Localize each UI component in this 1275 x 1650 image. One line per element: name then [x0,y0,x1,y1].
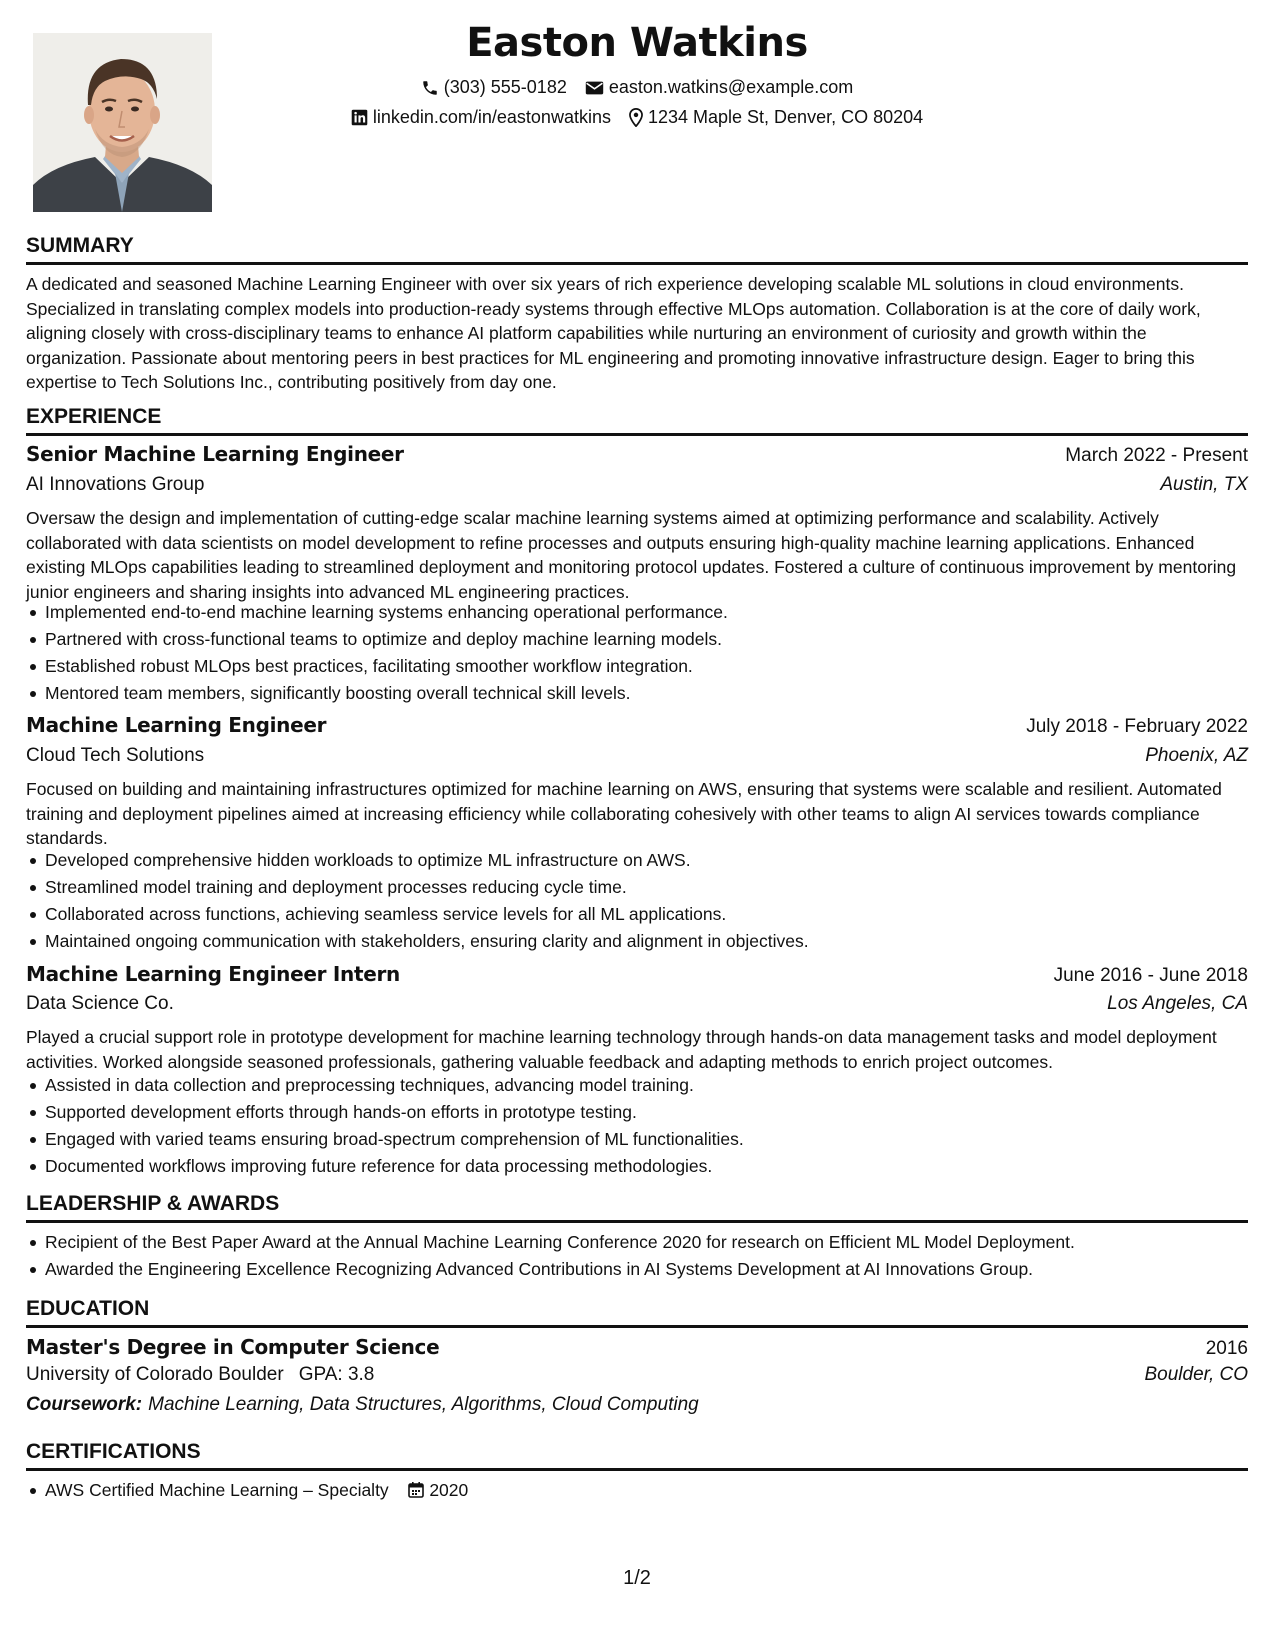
certifications-heading: CERTIFICATIONS [26,1439,1248,1471]
email-address: easton.watkins@example.com [608,77,854,97]
list-item: Documented workflows improving future reference for data processing methodologies. [45,1153,1267,1180]
calendar-icon [408,1479,424,1506]
candidate-name: Easton Watkins [466,20,808,66]
job-header [26,442,1248,467]
list-item: Partnered with cross-functional teams to optimize and deploy machine learning models. [45,626,1267,653]
job-title: Machine Learning Engineer [26,713,327,737]
list-item: Supported development efforts through hands-on efforts in prototype testing. [45,1099,1267,1126]
phone-contact[interactable] [421,77,567,98]
email-contact[interactable] [585,77,853,98]
job-bullets [26,1072,1267,1180]
list-item: Engaged with varied teams ensuring broad-spectrum comprehension of ML functionalities. [45,1126,1267,1153]
job-company: AI Innovations Group [26,474,205,495]
list-item: Awarded the Engineering Excellence Recognizing Advanced Contributions in AI Systems Development at AI Innovations Group. [45,1256,1267,1283]
list-item: Recipient of the Best Paper Award at the Annual Machine Learning Conference 2020 for research on Efficient ML Model Deployment. [45,1229,1267,1256]
address-text: 1234 Maple St, Denver, CO 80204 [647,107,924,127]
certification-name: AWS Certified Machine Learning – Specialty [45,1480,389,1500]
list-item: Assisted in data collection and preprocessing techniques, advancing model training. [45,1072,1267,1099]
phone-icon [421,79,439,97]
coursework-label: Coursework: [26,1394,143,1415]
list-item: Mentored team members, significantly boosting overall technical skill levels. [45,680,1267,707]
summary-heading: SUMMARY [26,233,1248,265]
coursework-list: Machine Learning, Data Structures, Algorithms, Cloud Computing [148,1394,699,1415]
phone-number: (303) 555-0182 [443,77,567,97]
gpa: GPA: 3.8 [298,1364,375,1385]
job-header [26,713,1248,738]
job-company: Data Science Co. [26,993,174,1014]
job-location: Los Angeles, CA [1107,993,1248,1014]
job-bullets [26,847,1267,955]
linkedin-url: linkedin.com/in/eastonwatkins [372,107,611,127]
list-item: Implemented end-to-end machine learning systems enhancing operational performance. [45,599,1267,626]
list-item: Established robust MLOps best practices, facilitating smoother workflow integration. [45,653,1267,680]
job-dates: March 2022 - Present [1065,445,1248,466]
map-pin-icon [629,108,643,127]
education-heading: EDUCATION [26,1296,1248,1328]
job-header [26,962,1248,987]
job-location: Phoenix, AZ [1145,745,1248,766]
job-company: Cloud Tech Solutions [26,745,205,766]
job-dates: June 2016 - June 2018 [1053,965,1248,986]
summary-text: A dedicated and seasoned Machine Learning Engineer with over six years of rich experience developing scalable ML solutions in cloud environments. Specialized in translating complex models into production-ready systems through effective MLOps automation. Collaboration is at the core of daily work, aligning closely with cross-disciplinary teams to enhance AI platform capabilities while nurturing an environment of curiosity and growth within the organization. Passionate about mentoring peers in best practices for ML engineering and promoting innovative infrastructure design. Eager to bring this expertise to Tech Solutions Inc., contributing positively from day one. [26,274,1201,392]
coursework-line [26,1394,1248,1416]
leadership-list [26,1229,1267,1283]
graduation-year: 2016 [1205,1338,1248,1359]
job-description: Oversaw the design and implementation of cutting-edge scalar machine learning systems aimed at optimizing performance and scalability. Actively collaborated with data scientists on model development to refine processes and outputs ensuring high-quality machine learning applications. Enhanced existing MLOps capabilities leading to streamlined deployment and monitoring protocol updates. Fostered a culture of continuous improvement by mentoring junior engineers and sharing insights into advanced ML engineering practices. [26,508,1237,602]
job-title: Machine Learning Engineer Intern [26,962,400,986]
job-description: Focused on building and maintaining infrastructures optimized for machine learning on AWS, ensuring that systems were scalable and resilient. Automated training and deployment pipelines aimed at increasing efficiency while collaborating cohesively with other teams to align AI services towards compliance standards. [26,779,1222,848]
job-description: Played a crucial support role in prototype development for machine learning technology through hands-on data management tasks and model deployment activities. Worked alongside seasoned professionals, gathering valuable feedback and adapting methods to enrich project outcomes. [26,1027,1217,1072]
degree-title: Master's Degree in Computer Science [26,1335,440,1359]
job-subheader [26,745,1248,767]
job-dates: July 2018 - February 2022 [1026,716,1248,737]
job-bullets [26,599,1267,707]
linkedin-icon [351,109,368,126]
school-and-gpa [26,1364,374,1386]
certifications-list [26,1477,1267,1506]
education-subheader [26,1364,1248,1386]
school-name: University of Colorado Boulder [26,1364,284,1385]
contact-line-primary [26,77,1248,98]
job-subheader [26,993,1248,1015]
linkedin-contact[interactable] [351,107,611,128]
contact-line-secondary [26,107,1248,128]
address-contact [629,107,923,128]
job-location: Austin, TX [1160,474,1248,495]
leadership-heading: LEADERSHIP & AWARDS [26,1191,1248,1223]
certification-year: 2020 [429,1480,469,1500]
job-subheader [26,474,1248,496]
experience-heading: EXPERIENCE [26,404,1248,436]
list-item: Collaborated across functions, achieving seamless service levels for all ML applications. [45,901,1267,928]
education-header [26,1335,1248,1360]
list-item: Developed comprehensive hidden workloads to optimize ML infrastructure on AWS. [45,847,1267,874]
page-number: 1/2 [623,1567,651,1589]
resume-page [26,0,1248,1650]
list-item: Streamlined model training and deployment processes reducing cycle time. [45,874,1267,901]
school-location: Boulder, CO [1144,1364,1248,1385]
list-item [45,1477,1267,1506]
job-title: Senior Machine Learning Engineer [26,442,404,466]
envelope-icon [585,80,604,96]
list-item: Maintained ongoing communication with stakeholders, ensuring clarity and alignment in objectives. [45,928,1267,955]
